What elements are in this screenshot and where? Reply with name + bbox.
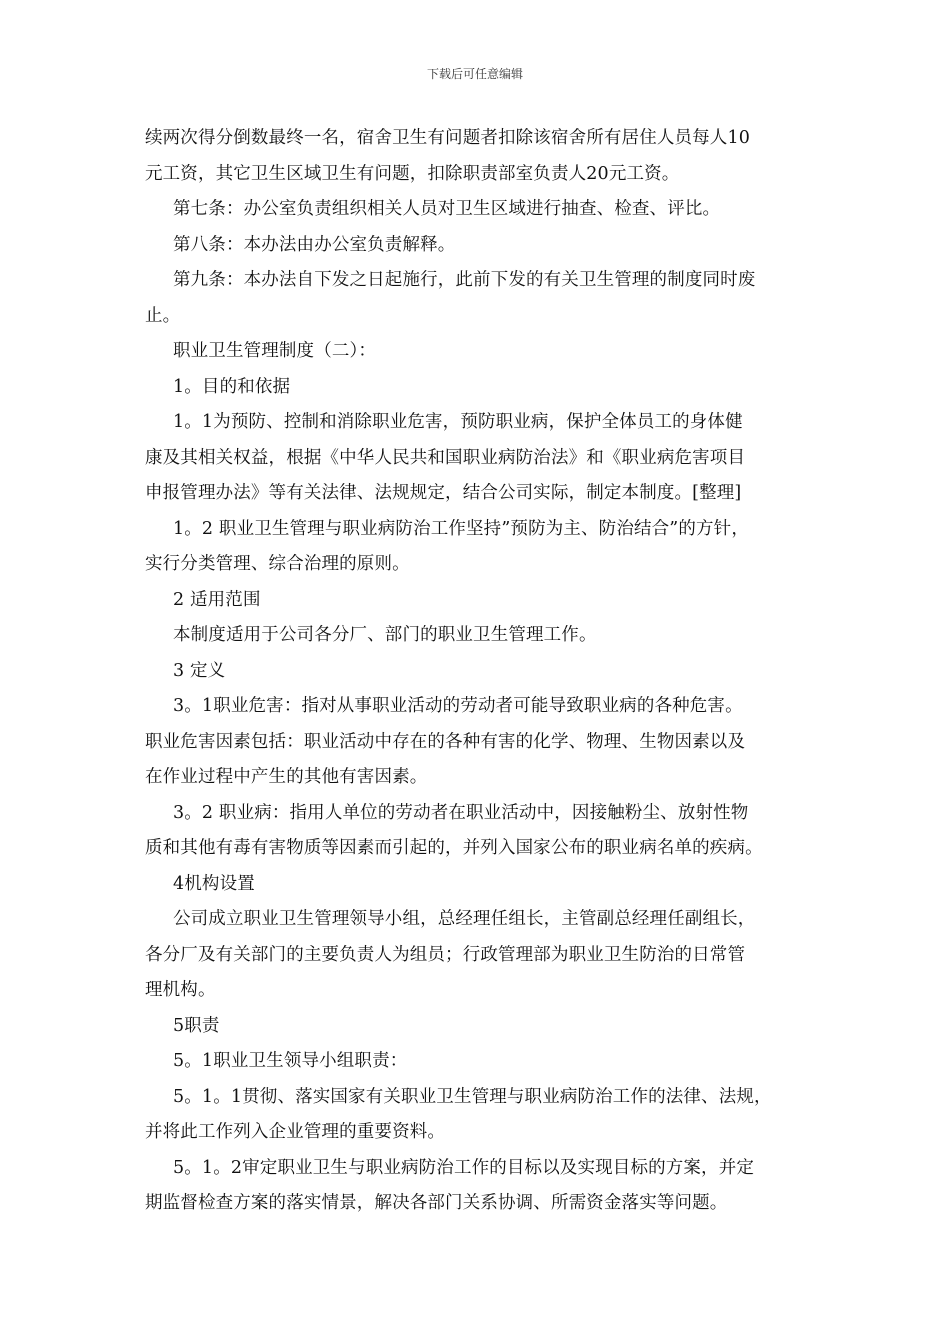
text-line: 理机构。 — [145, 980, 216, 1000]
text-line: 3。1职业危害：指对从事职业活动的劳动者可能导致职业病的各种危害。 — [173, 696, 743, 716]
text-line: 申报管理办法》等有关法律、法规规定，结合公司实际，制定本制度。[整理] — [145, 483, 742, 503]
text-line: 3。2 职业病：指用人单位的劳动者在职业活动中，因接触粉尘、放射性物 — [173, 802, 749, 823]
text-line: 1。目的和依据 — [173, 376, 291, 397]
text-line: 职业卫生管理制度（二）： — [173, 341, 377, 361]
text-line: 康及其相关权益，根据《中华人民共和国职业病防治法》和《职业病危害项目 — [145, 447, 746, 468]
text-line: 5。1职业卫生领导小组职责： — [173, 1051, 408, 1071]
text-line: 各分厂及有关部门的主要负责人为组员；行政管理部为职业卫生防治的日常管 — [145, 944, 746, 965]
text-line: 质和其他有毒有害物质等因素而引起的，并列入国家公布的职业病名单的疾病。 — [145, 838, 763, 858]
text-line: 4机构设置 — [173, 873, 255, 894]
text-line: 职业危害因素包括：职业活动中存在的各种有害的化学、物理、生物因素以及 — [145, 731, 746, 752]
text-line: 1。2 职业卫生管理与职业病防治工作坚持”预防为主、防治结合”的方针， — [173, 518, 749, 539]
text-line: 并将此工作列入企业管理的重要资料。 — [145, 1122, 446, 1142]
text-line: 5职责 — [173, 1015, 220, 1036]
text-line: 5。1。1贯彻、落实国家有关职业卫生管理与职业病防治工作的法律、法规， — [173, 1086, 772, 1107]
text-line: 第八条：本办法由办公室负责解释。 — [173, 234, 456, 255]
text-line: 1。1为预防、控制和消除职业危害，预防职业病，保护全体员工的身体健 — [173, 412, 743, 432]
text-line: 续两次得分倒数最终一名，宿舍卫生有问题者扣除该宿舍所有居住人员每人10 — [145, 128, 751, 148]
text-line: 本制度适用于公司各分厂、部门的职业卫生管理工作。 — [173, 625, 597, 645]
text-line: 在作业过程中产生的其他有害因素。 — [145, 767, 428, 787]
text-line: 3 定义 — [173, 660, 226, 681]
page-header: 下载后可任意编辑 — [426, 67, 523, 81]
text-line: 2 适用范围 — [173, 589, 261, 610]
text-line: 第七条：办公室负责组织相关人员对卫生区域进行抽查、检查、评比。 — [173, 199, 721, 219]
text-line: 5。1。2审定职业卫生与职业病防治工作的目标以及实现目标的方案，并定 — [173, 1157, 754, 1178]
text-line: 实行分类管理、综合治理的原则。 — [145, 554, 410, 574]
text-line: 止。 — [145, 305, 181, 326]
text-line: 公司成立职业卫生管理领导小组，总经理任组长，主管副总经理任副组长， — [173, 909, 756, 929]
text-line: 第九条：本办法自下发之日起施行，此前下发的有关卫生管理的制度同时废 — [173, 270, 756, 290]
document-body — [145, 121, 807, 1222]
text-line: 元工资，其它卫生区域卫生有问题，扣除职责部室负责人20元工资。 — [145, 163, 680, 184]
text-line: 期监督检查方案的落实情景，解决各部门关系协调、所需资金落实等问题。 — [145, 1193, 728, 1213]
